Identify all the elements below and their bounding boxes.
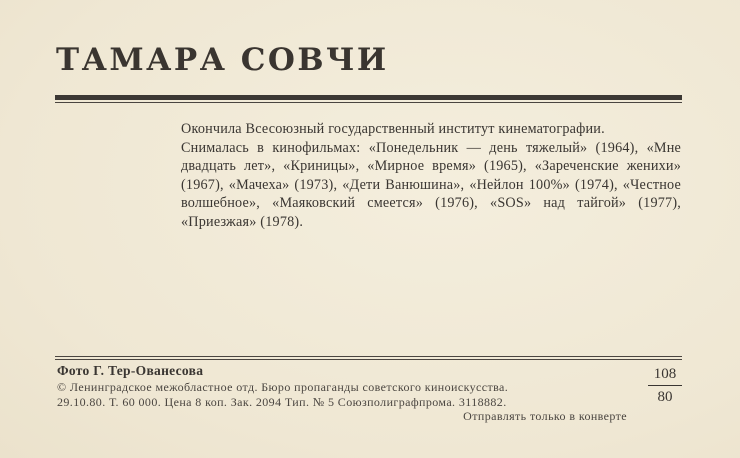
imprint xyxy=(57,380,637,424)
photo-credit: Фото Г. Тер-Ованесова xyxy=(57,363,204,378)
card-number: 108 xyxy=(653,366,677,382)
top-divider xyxy=(55,95,682,104)
bottom-divider-line-2 xyxy=(55,359,682,360)
fraction-line xyxy=(648,385,682,386)
top-divider-thin xyxy=(55,102,682,103)
page-title: ТАМАРА СОВЧИ xyxy=(56,42,389,78)
bio-education: Окончила Всесоюзный государственный институт кинематографии. xyxy=(181,121,605,137)
biography xyxy=(181,120,681,232)
bio-filmography: Снималась в кинофильмах: «Понедельник — день тяжелый» (1964), «Мне двадцать лет», «Криницы», «Мирное время» (1965), «Зареченские женихи» (1967), «Мачеха» (1973), «Дети Ванюшина», «Нейлон 100%» (1974), «Честное волшебное», «Маяковский смеется» (1976), «SOS» над тайгой» (1977), «Приезжая» (1978). xyxy=(181,139,681,230)
bottom-divider-line-1 xyxy=(55,356,682,357)
bottom-divider xyxy=(55,356,682,361)
imprint-line-1: © Ленинградское межобластное отд. Бюро пропаганды советского киноискусства. xyxy=(57,380,509,394)
imprint-line-3: Отправлять только в конверте xyxy=(463,409,627,423)
top-divider-thick xyxy=(55,95,682,100)
card-total: 80 xyxy=(657,389,673,405)
imprint-line-2: 29.10.80. Т. 60 000. Цена 8 коп. Зак. 2094 Тип. № 5 Союзполиграфпрома. 3118882. xyxy=(57,394,507,409)
